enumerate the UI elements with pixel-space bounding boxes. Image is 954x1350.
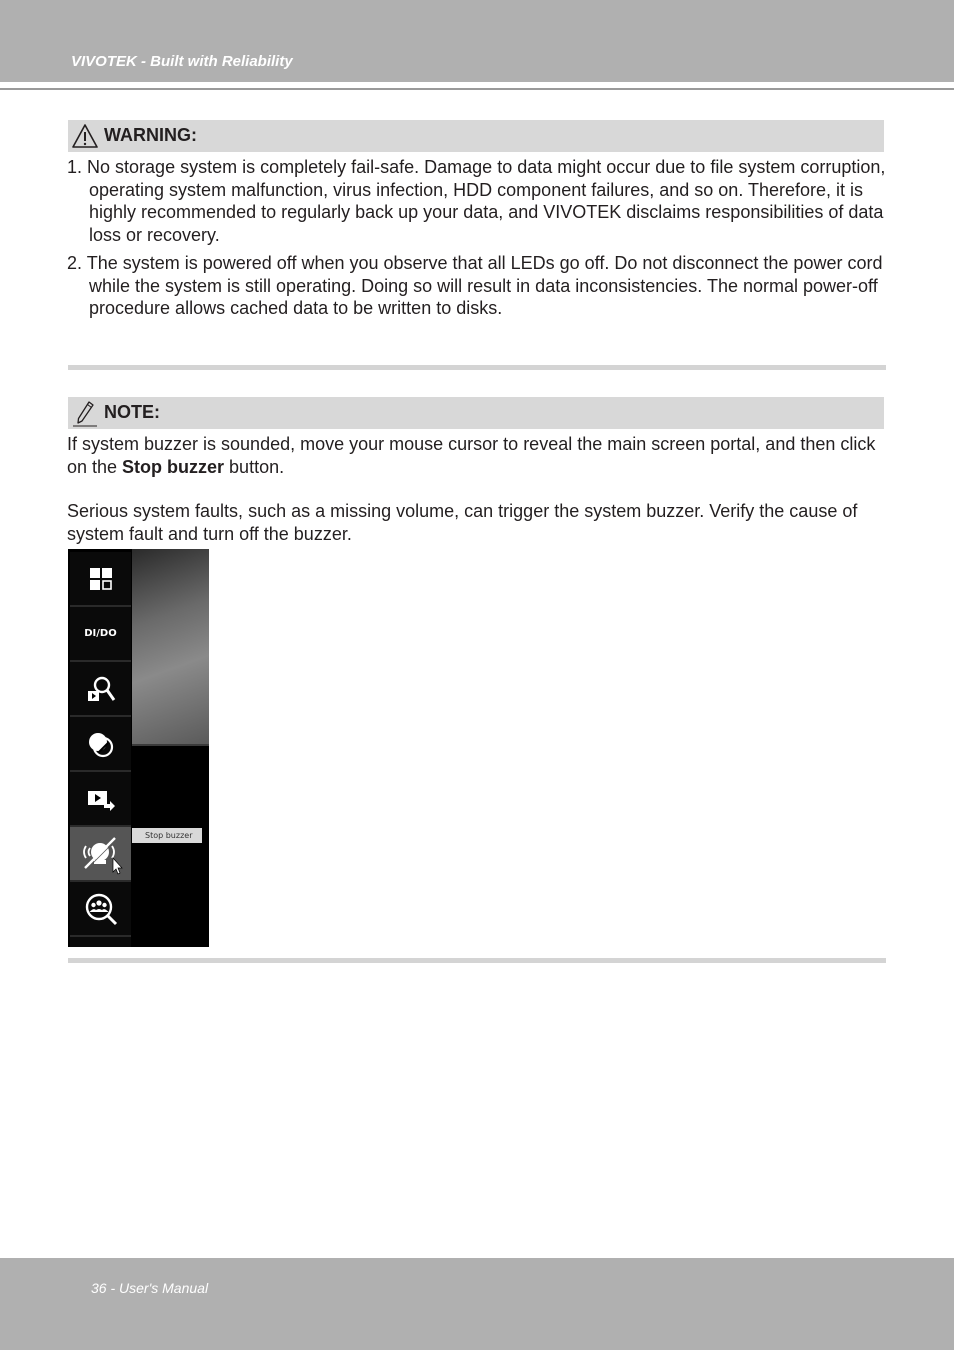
people-search-icon xyxy=(83,891,119,927)
section-divider-bottom xyxy=(68,958,886,963)
note-label: NOTE: xyxy=(104,402,160,422)
export-button[interactable] xyxy=(70,717,131,772)
note-heading xyxy=(68,397,884,429)
playback-export-button[interactable] xyxy=(70,772,131,827)
warning-item-2-num: 2. xyxy=(67,253,83,273)
video-pane-edge xyxy=(132,744,209,746)
people-search-button[interactable] xyxy=(70,882,131,937)
warning-item-2 xyxy=(67,252,887,320)
warning-item-1-num: 1. xyxy=(67,157,83,177)
search-playback-icon xyxy=(85,673,117,705)
note-para1-post: button. xyxy=(224,456,285,477)
layout-icon xyxy=(89,567,113,591)
warning-label: WARNING: xyxy=(104,125,197,145)
ui-screenshot xyxy=(68,549,209,947)
section-divider xyxy=(68,365,886,370)
stop-buzzer-button[interactable] xyxy=(70,827,131,882)
export-icon xyxy=(86,729,116,759)
playback-export-icon xyxy=(86,784,116,814)
dido-button[interactable] xyxy=(70,607,131,662)
video-pane xyxy=(132,549,209,745)
stop-buzzer-icon xyxy=(79,832,123,876)
page-header xyxy=(0,0,954,82)
warning-heading xyxy=(68,120,884,152)
note-para1-pre: If system buzzer is sounded, move your mouse cursor to reveal the main screen portal, and then click on the xyxy=(67,434,876,477)
warning-icon xyxy=(71,122,99,150)
page-footer xyxy=(0,1258,954,1350)
sidebar-next-button[interactable] xyxy=(70,937,131,947)
warning-item-1 xyxy=(67,156,887,246)
layout-button[interactable] xyxy=(70,552,131,607)
note-paragraph-2: Serious system faults, such as a missing volume, can trigger the system buzzer. Verify the cause of system fault and turn off the buzzer. xyxy=(67,501,858,544)
note-paragraph-1 xyxy=(67,433,887,478)
search-playback-button[interactable] xyxy=(70,662,131,717)
header-title: VIVOTEK - Built with Reliability xyxy=(71,53,293,70)
footer-page-label: 36 - User's Manual xyxy=(91,1280,209,1296)
dido-icon: DI/DO xyxy=(84,628,117,639)
header-rule xyxy=(0,88,954,90)
stop-buzzer-tooltip: Stop buzzer xyxy=(132,828,202,843)
warning-item-1-text: No storage system is completely fail-safe. Damage to data might occur due to file system corruption, operating system malfunction, virus infection, HDD component failures, and so on. Therefore, it is highly recommended to regularly back up your data, and VIVOTEK disclaims responsibilities of data loss or recovery. xyxy=(87,157,886,245)
warning-item-2-text: The system is powered off when you observe that all LEDs go off. Do not disconnect the power cord while the system is still operating. Doing so will result in data inconsistencies. The normal power-off procedure allows cached data to be written to disks. xyxy=(86,253,883,318)
stop-buzzer-term: Stop buzzer xyxy=(122,456,225,477)
pencil-icon xyxy=(71,399,99,427)
